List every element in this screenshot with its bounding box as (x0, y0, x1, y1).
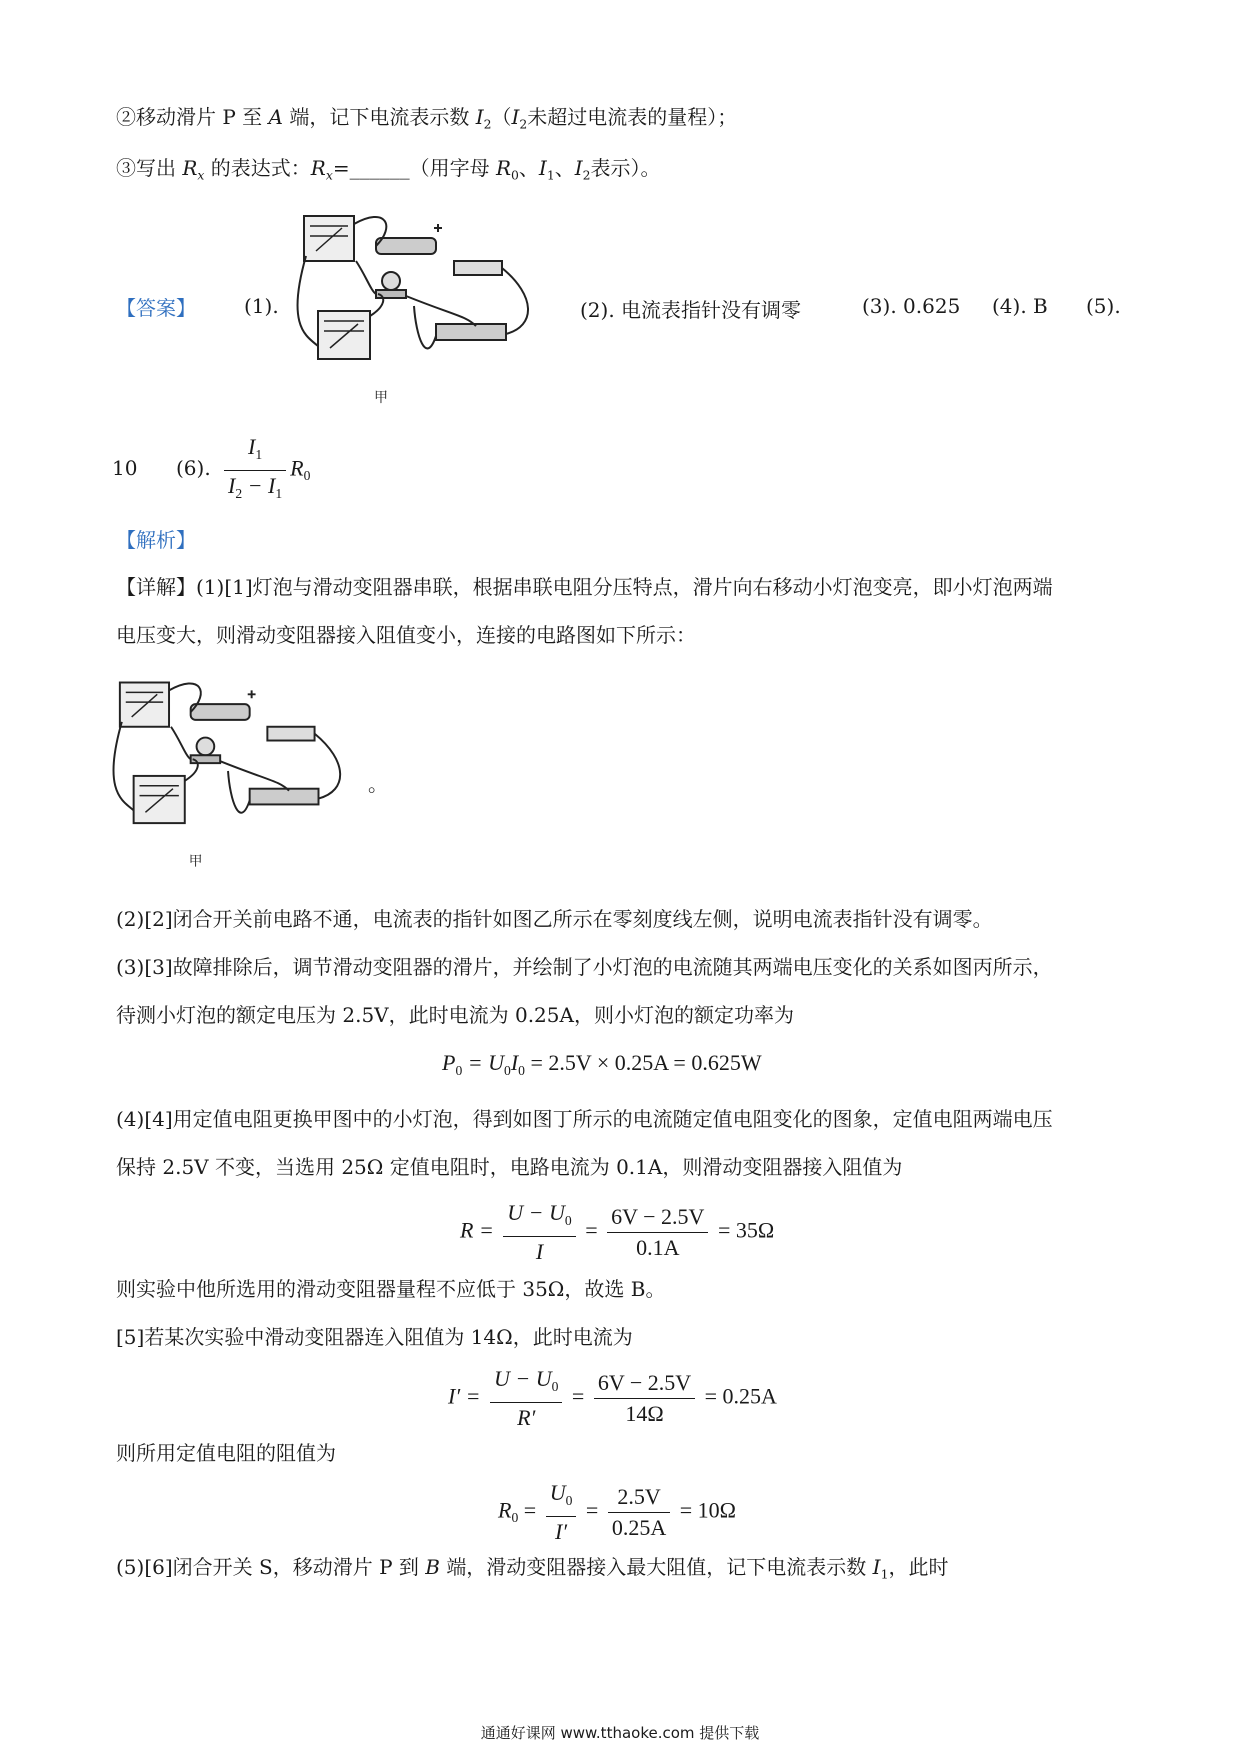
answer-6-number: (6). (176, 456, 211, 480)
answer-5-value: 10 (112, 456, 138, 480)
equation-power: $P_0 = U_0I_0 = 2.5V \times 0.25A = 0.625W$ (442, 1050, 762, 1078)
analysis-label: 【解析】 (116, 528, 196, 552)
equation-current: I′ = $\frac{U - U_0}{R'}$ = $\frac{6V - 2.5V}{14\Omega}$ = 0.25A (448, 1366, 777, 1430)
analysis-p6: (5)[6]闭合开关 S，移动滑片 P 到 B 端，滑动变阻器接入最大阻值，记下电流表示数 $I_1$，此时 (116, 1555, 949, 1582)
step-3-line: ③写出 $R_x$ 的表达式：$R_x=\_\_\_\_\_\_$（用字母 $R_0$、$I_1$、$I_2$表示）。 (116, 156, 661, 183)
analysis-p5-line2: 则所用定值电阻的阻值为 (116, 1441, 336, 1465)
figure-caption-answer: 甲 (374, 390, 388, 406)
circuit-figure-answer (296, 206, 536, 406)
analysis-p2: (2)[2]闭合开关前电路不通，电流表的指针如图乙所示在零刻度线左侧，说明电流表指针没有调零。 (116, 907, 993, 931)
figure-period: 。 (368, 772, 388, 796)
circuit-figure-analysis (112, 672, 348, 870)
answer-2: (2). 电流表指针没有调零 (580, 298, 802, 322)
analysis-p1-line1: 【详解】(1)[1]灯泡与滑动变阻器串联，根据串联电阻分压特点，滑片向右移动小灯泡变亮，即小灯泡两端 (116, 575, 1053, 599)
analysis-p1-line2: 电压变大，则滑动变阻器接入阻值变小，连接的电路图如下所示： (116, 623, 696, 647)
analysis-p4-line1: (4)[4]用定值电阻更换甲图中的小灯泡，得到如图丁所示的电流随定值电阻变化的图象，定值电阻两端电压 (116, 1107, 1053, 1131)
answer-3: (3). 0.625 (862, 294, 961, 318)
analysis-p3-line1: (3)[3]故障排除后，调节滑动变阻器的滑片，并绘制了小灯泡的电流随其两端电压变化的关系如图丙所示， (116, 955, 1053, 979)
analysis-p5-line1: [5]若某次实验中滑动变阻器连入阻值为 14Ω，此时电流为 (116, 1325, 633, 1349)
analysis-p4-line2: 保持 2.5V 不变，当选用 25Ω 定值电阻时，电路电流为 0.1A，则滑动变阻器接入阻值为 (116, 1155, 903, 1179)
equation-rheostat: R = $\frac{U - U_0}{I}$ = $\frac{6V - 2.5V}{0.1A}$ = 35Ω (460, 1200, 775, 1264)
answer-4: (4). B (992, 294, 1048, 318)
analysis-p3-line2: 待测小灯泡的额定电压为 2.5V，此时电流为 0.25A，则小灯泡的额定功率为 (116, 1003, 794, 1027)
step-2-line: ②移动滑片 P 至 A 端，记下电流表示数 $I_2(I_2$未超过电流表的量程）； (116, 105, 738, 132)
figure-caption-analysis: 甲 (188, 853, 203, 870)
answer-1-number: (1). (244, 294, 279, 318)
equation-resistor: $R_0$ = $\frac{U_0}{I'}$ = $\frac{2.5V}{0.25A}$ = 10Ω (498, 1480, 736, 1544)
answer-6-formula: $\frac{I_1}{I_2 - I_1}$ $R_0$ (220, 432, 310, 509)
analysis-p4-line3: 则实验中他所选用的滑动变阻器量程不应低于 35Ω，故选 B。 (116, 1277, 666, 1301)
page-footer: 通通好课网 www.tthaoke.com 提供下载 (480, 1724, 760, 1742)
answer-5-number: (5). (1086, 294, 1121, 318)
answer-6-fraction: $\frac{I_1}{I_2 - I_1}$ (224, 432, 286, 509)
answer-label: 【答案】 (116, 296, 196, 320)
